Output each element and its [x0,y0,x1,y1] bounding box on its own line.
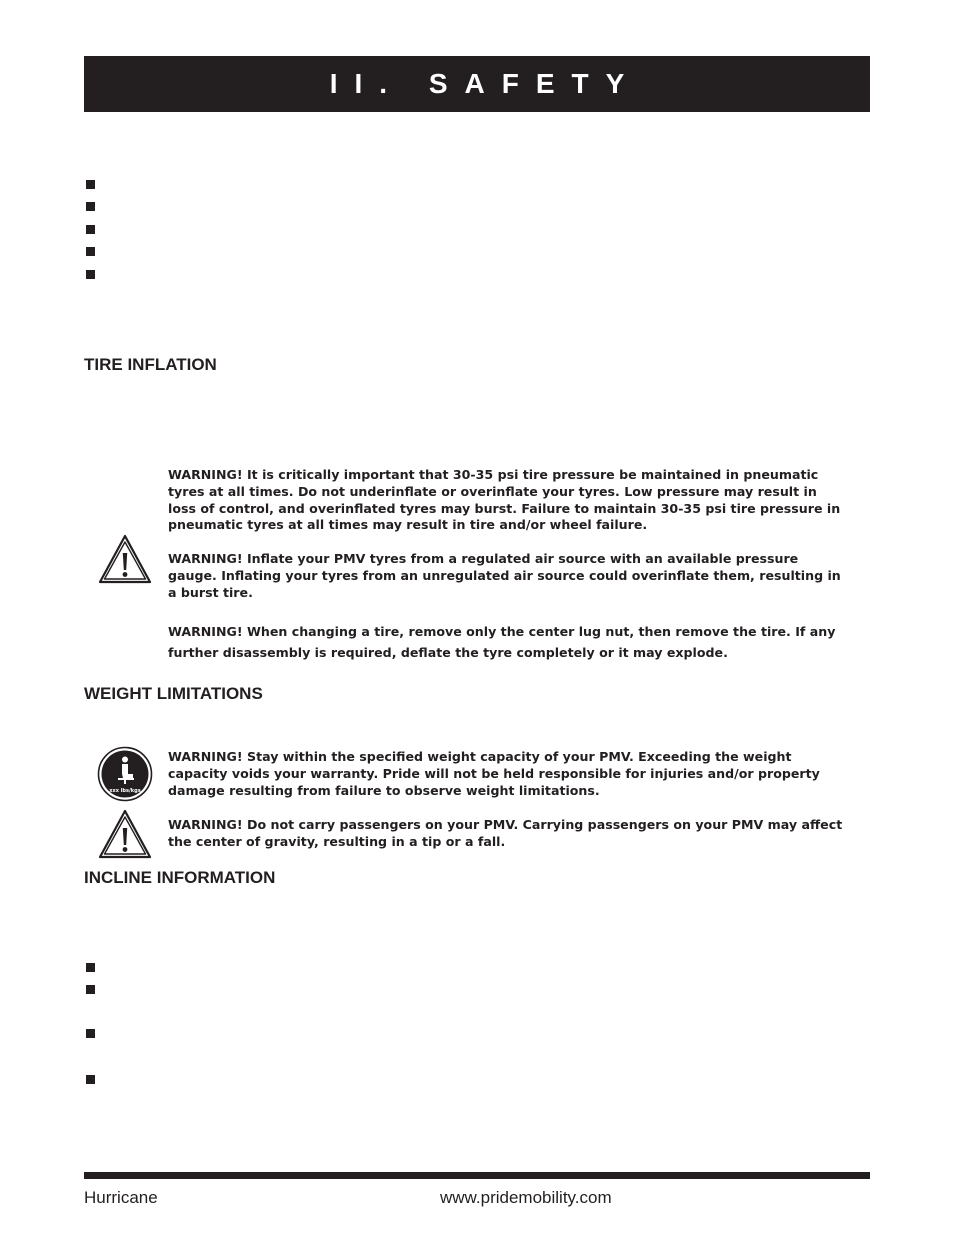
section-title-bar [84,56,870,112]
list-bullet [86,963,95,972]
footer-product-name: Hurricane [84,1188,158,1207]
list-bullet [86,1029,95,1038]
warning-regulated-air: WARNING! Inflate your PMV tyres from a regulated air source with an available pressure gauge. Inflating your tyres from an unregulated air source could overinflate them, resulting in a burst tire. [168,551,841,600]
heading-weight-limitations: WEIGHT LIMITATIONS [84,684,263,703]
heading-incline-information: INCLINE INFORMATION [84,868,276,887]
list-bullet [86,225,95,234]
page-title: II. SAFETY [329,68,642,99]
warning-triangle-icon [97,808,153,860]
list-bullet [86,202,95,211]
warning-passengers: WARNING! Do not carry passengers on your PMV. Carrying passengers on your PMV may affect the center of gravity, resulting in a tip or a fall. [168,817,843,849]
footer-website: www.pridemobility.com [440,1188,612,1207]
list-bullet [86,270,95,279]
list-bullet [86,247,95,256]
warning-tire-pressure: WARNING! It is critically important that 30-35 psi tire pressure be maintained in pneumatic tyres at all times. Do not underinflate or overinflate your tyres. Low pressure may result in loss of control, and overinflated tyres may burst. Failure to maintain 30-35 psi tire pressure in pneumatic tyres at all times may result in tire and/or wheel failure. [168,467,841,533]
list-bullet [86,1075,95,1084]
warning-triangle-icon [97,533,153,585]
warning-lug-nut: WARNING! When changing a tire, remove only the center lug nut, then remove the tire. If any further disassembly is required, deflate the tyre completely or it may explode. [168,624,836,660]
footer-rule [84,1172,870,1179]
list-bullet [86,180,95,189]
weight-limit-label: xxx lbs/kgs [109,788,141,794]
list-bullet [86,985,95,994]
warning-weight-capacity: WARNING! Stay within the specified weight capacity of your PMV. Exceeding the weight capacity voids your warranty. Pride will not be held responsible for injuries and/or property damage resulting from failure to observe weight limitations. [168,749,820,798]
weight-limit-icon [97,746,153,802]
heading-tire-inflation: TIRE INFLATION [84,355,217,374]
